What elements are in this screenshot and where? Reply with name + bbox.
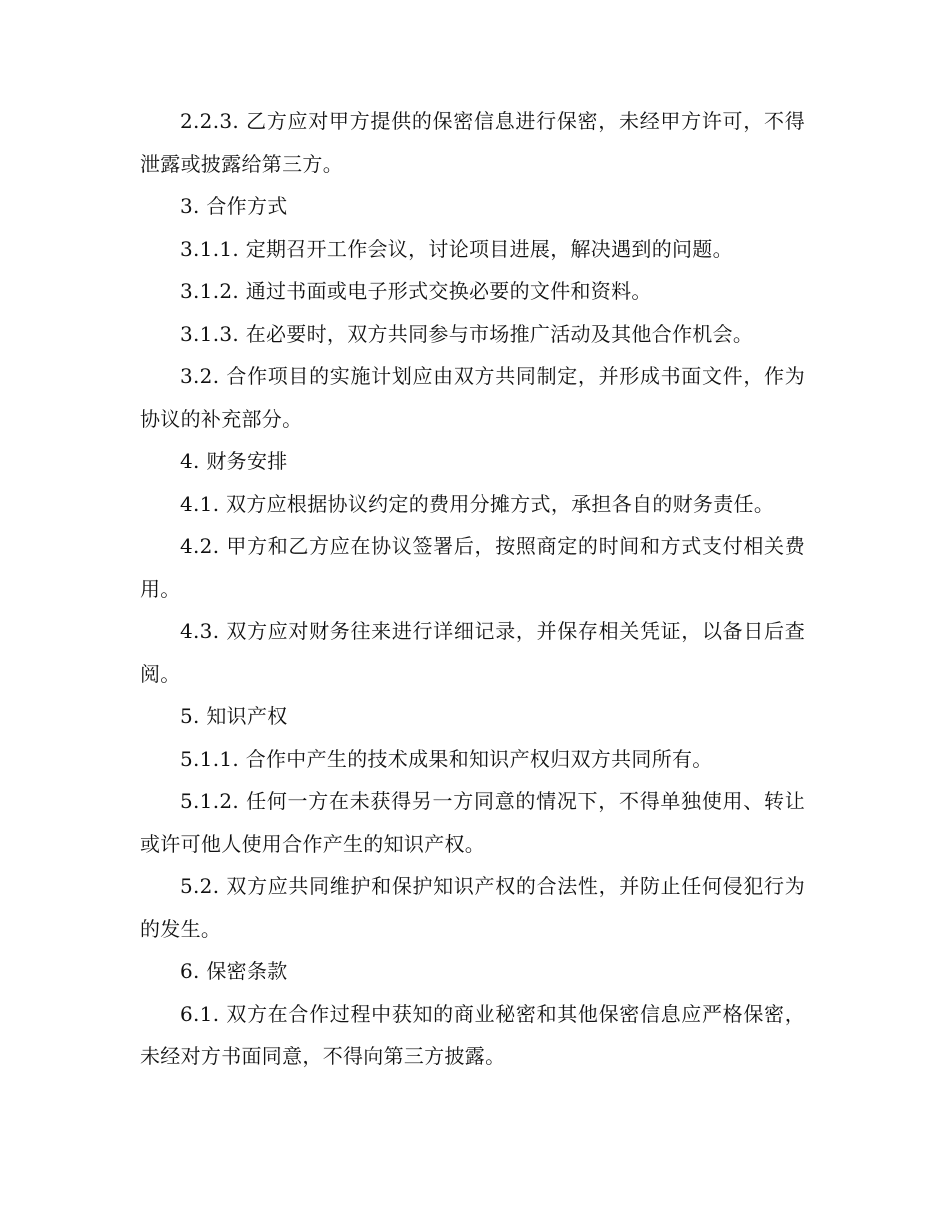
clause-5-2: 5.2. 双方应共同维护和保护知识产权的合法性，并防止任何侵犯行为的发生。: [140, 874, 805, 941]
section-5-heading: 5. 知识产权: [180, 704, 288, 728]
clause-3-2: 3.2. 合作项目的实施计划应由双方共同制定，并形成书面文件，作为协议的补充部分。: [140, 364, 805, 431]
document-body: [140, 100, 805, 1078]
clause-4-2: 4.2. 甲方和乙方应在协议签署后，按照商定的时间和方式支付相关费用。: [140, 534, 805, 601]
clause-4-1: 4.1. 双方应根据协议约定的费用分摊方式，承担各自的财务责任。: [180, 491, 775, 516]
clause-6-1: 6.1. 双方在合作过程中获知的商业秘密和其他保密信息应严格保密，未经对方书面同意，不得向第三方披露。: [140, 1001, 805, 1068]
clause-4-3: 4.3. 双方应对财务往来进行详细记录，并保存相关凭证，以备日后查阅。: [140, 619, 805, 686]
clause-3-1-3: 3.1.3. 在必要时，双方共同参与市场推广活动及其他合作机会。: [180, 321, 754, 346]
section-4-heading: 4. 财务安排: [180, 449, 288, 473]
clause-2-2-3: 2.2.3. 乙方应对甲方提供的保密信息进行保密，未经甲方许可，不得泄露或披露给第三方。: [140, 109, 805, 176]
clause-5-1-2: 5.1.2. 任何一方在未获得另一方同意的情况下，不得单独使用、转让或许可他人使用合作产生的知识产权。: [140, 789, 805, 856]
clause-3-1-1: 3.1.1. 定期召开工作会议，讨论项目进展，解决遇到的问题。: [180, 236, 733, 261]
section-3-heading: 3. 合作方式: [180, 194, 288, 218]
section-6-heading: 6. 保密条款: [180, 959, 288, 983]
clause-3-1-2: 3.1.2. 通过书面或电子形式交换必要的文件和资料。: [180, 279, 652, 303]
clause-5-1-1: 5.1.1. 合作中产生的技术成果和知识产权归双方共同所有。: [180, 746, 713, 771]
